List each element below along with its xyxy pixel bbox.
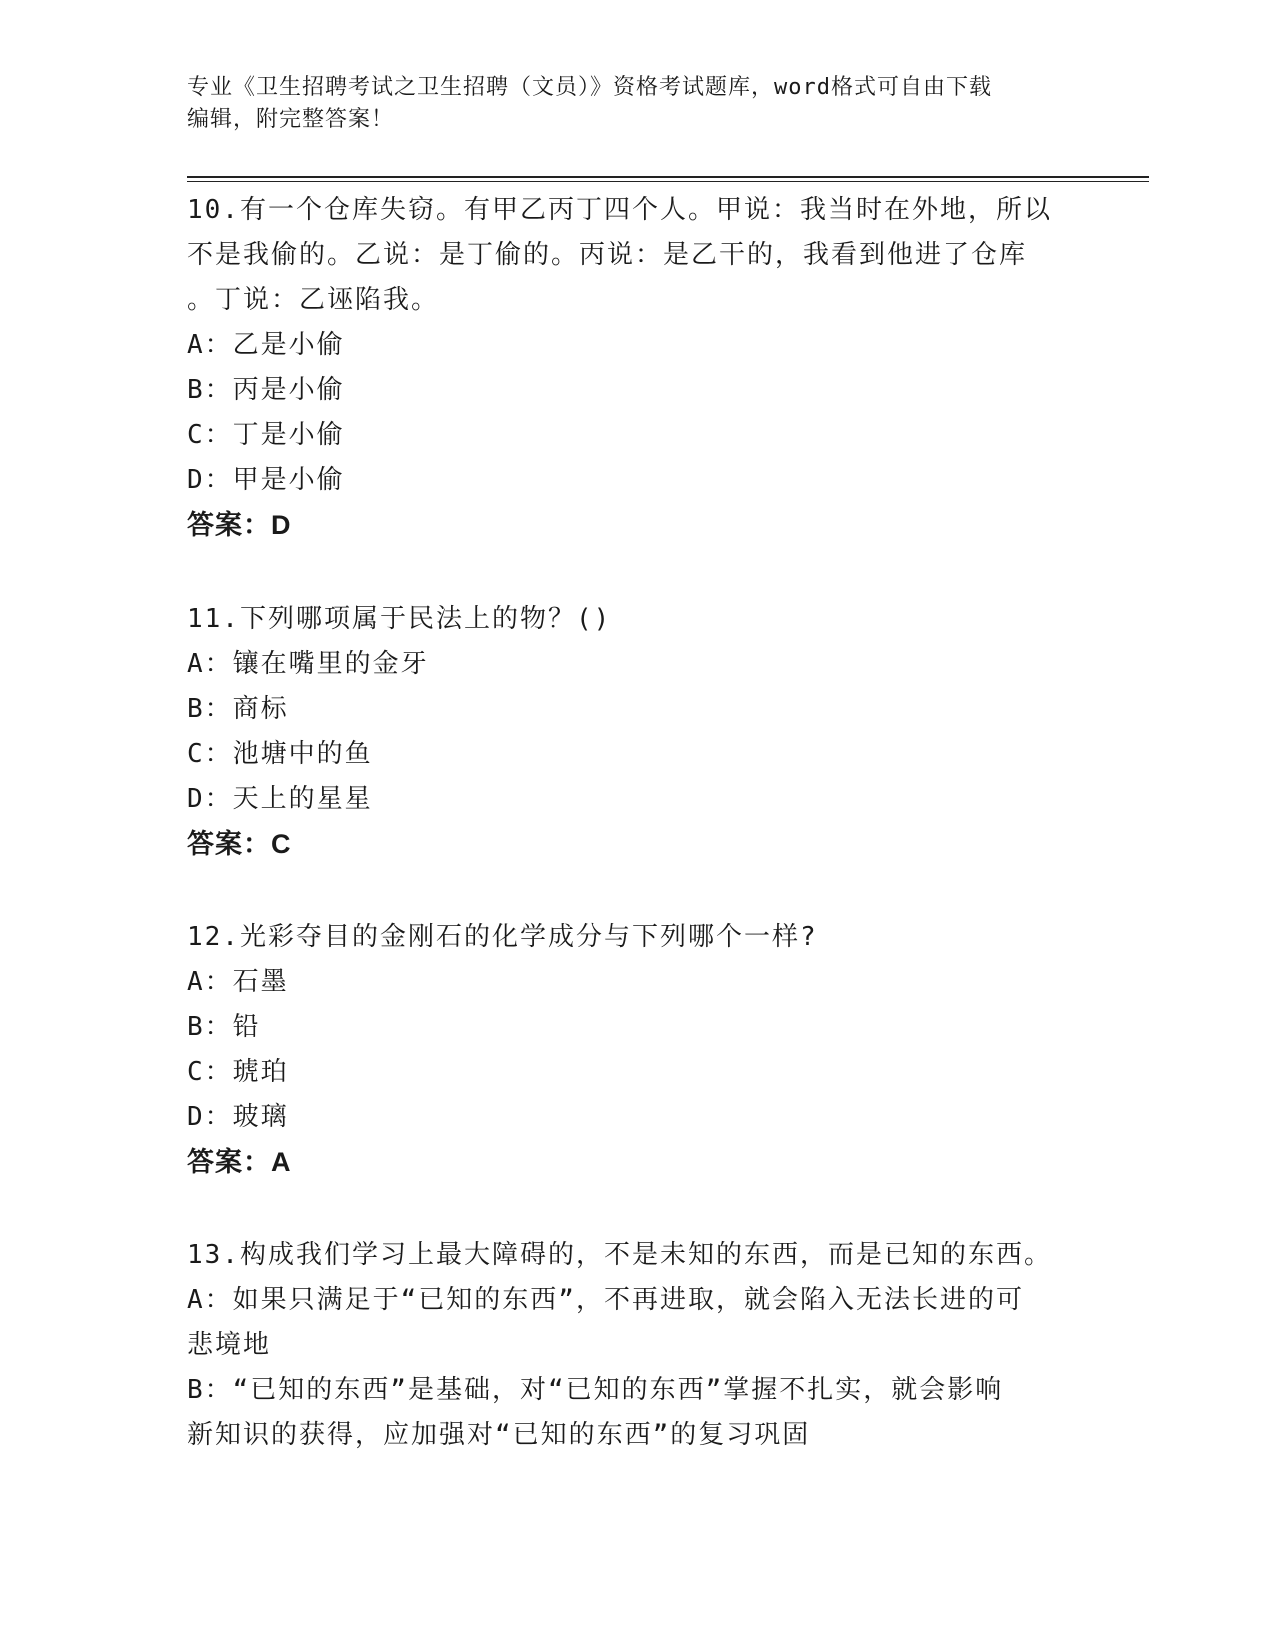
question-stem-line: 11.下列哪项属于民法上的物？() [187, 604, 612, 634]
answer-label: 答案：A [187, 1147, 292, 1177]
question-stem-line: 不是我偷的。乙说：是丁偷的。丙说：是乙干的，我看到他进了仓库 [187, 240, 1028, 270]
option-d: D：天上的星星 [187, 784, 373, 814]
option-b: B：铅 [187, 1012, 261, 1042]
header-divider-thick [187, 176, 1149, 178]
question-10 [187, 188, 1087, 548]
question-stem-line: 10.有一个仓库失窃。有甲乙丙丁四个人。甲说：我当时在外地，所以 [187, 195, 1052, 225]
question-12 [187, 915, 1087, 1185]
option-b: B：商标 [187, 694, 289, 724]
question-stem-line: 12.光彩夺目的金刚石的化学成分与下列哪个一样? [187, 922, 818, 952]
question-stem-line: 。丁说：乙诬陷我。 [187, 285, 440, 315]
header-line-2: 编辑，附完整答案！ [187, 107, 395, 132]
header-divider-thin [187, 181, 1149, 182]
question-stem-line: 13.构成我们学习上最大障碍的，不是未知的东西，而是已知的东西。 [187, 1240, 1052, 1270]
question-11 [187, 597, 1087, 867]
option-a: A：石墨 [187, 967, 289, 997]
option-c: C：池塘中的鱼 [187, 739, 373, 769]
option-d: D：甲是小偷 [187, 465, 345, 495]
option-b: B：丙是小偷 [187, 375, 345, 405]
document-header [187, 72, 1087, 136]
option-c: C：丁是小偷 [187, 420, 345, 450]
answer-label: 答案：C [187, 829, 292, 859]
option-b: B：“已知的东西”是基础，对“已知的东西”掌握不扎实，就会影响 [187, 1375, 1004, 1405]
option-a-continued: 悲境地 [187, 1330, 272, 1360]
option-a: A：如果只满足于“已知的东西”，不再进取，就会陷入无法长进的可 [187, 1285, 1024, 1315]
answer-label: 答案：D [187, 510, 292, 540]
option-c: C：琥珀 [187, 1057, 289, 1087]
option-a: A：镶在嘴里的金牙 [187, 649, 429, 679]
question-13 [187, 1233, 1087, 1458]
header-line-1: 专业《卫生招聘考试之卫生招聘（文员）》资格考试题库，word格式可自由下载 [187, 75, 992, 100]
option-d: D：玻璃 [187, 1102, 289, 1132]
option-a: A：乙是小偷 [187, 330, 345, 360]
option-b-continued: 新知识的获得，应加强对“已知的东西”的复习巩固 [187, 1420, 811, 1450]
